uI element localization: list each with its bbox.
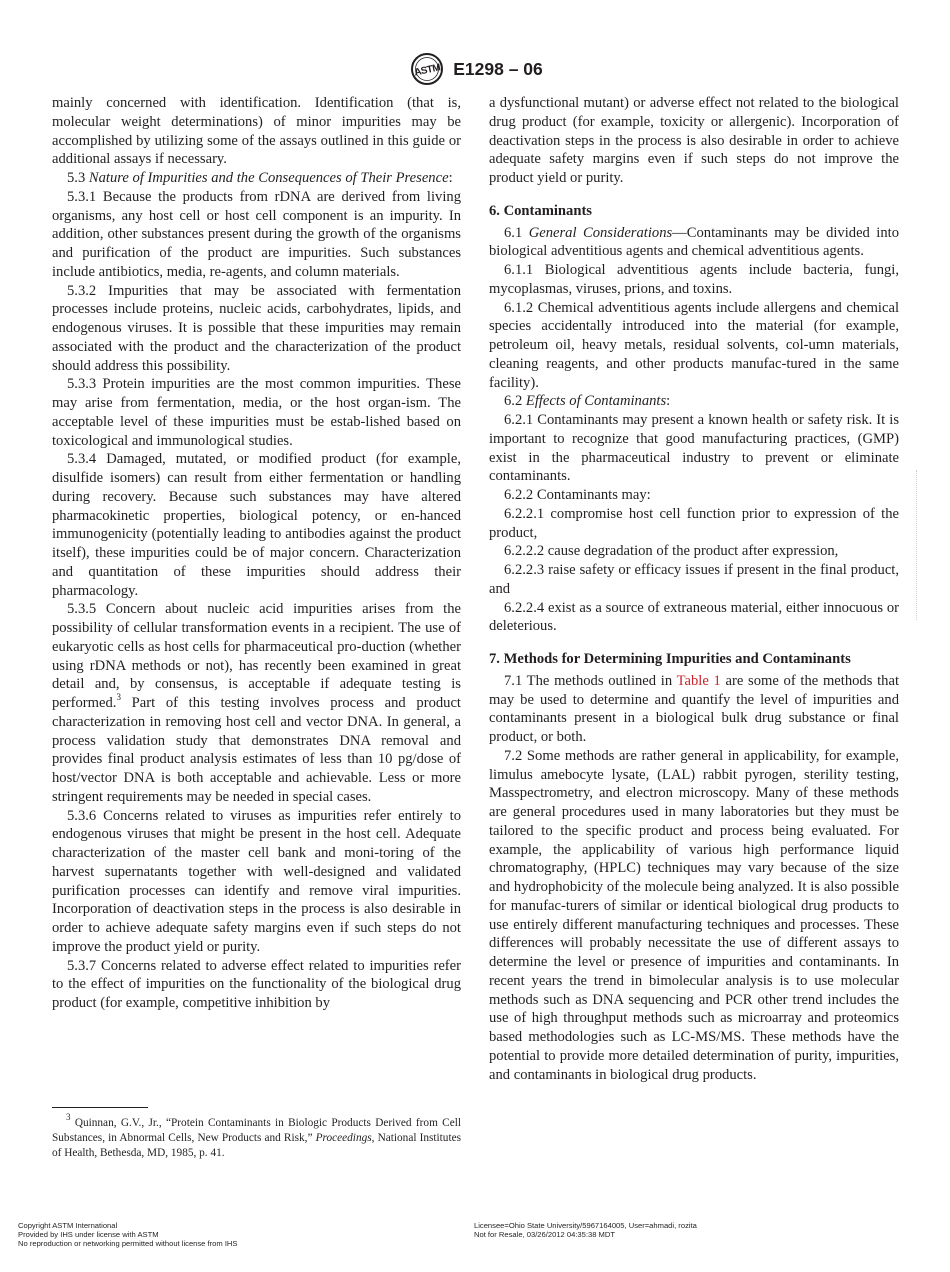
paragraph-5-3-6: 5.3.6 Concerns related to viruses as impurities refer entirely to endogenous viruses that might be present in the host cell. Adequate characterization of the master cell bank and moni-toring of the harvest supernatants together with well-designed and validated purification processes can identify and remove viral impurities. Incorporation of deactivation steps in the process is also desirable in order to achieve adequate safety margins even if such steps do not improve the product yield or purity. (52, 807, 461, 955)
section-5-3-title: Nature of Impurities and the Consequences of Their Presence (88, 170, 449, 186)
paragraph-5-3-5: 5.3.5 Concern about nucleic acid impurities arises from the possibility of cellular transformation events in a recipient. The use of eukaryotic cells as host cells for pharmaceutical pro-duction (whether using rDNA methods or not), has recently been examined in great detail and, by consensus, is acceptable if adequate testing is performed.$^3$ Part of this testing involves process and product characterization in removing host cell and vector DNA. In general, a process validation study that demonstrates DNA removal and provides final product analysis estimates of less than 10 pg/dose of host/vector DNA is both acceptable and achievable. Less or more stringent requirements may be needed in special cases. (52, 601, 461, 805)
paragraph-5-3-3: 5.3.3 Protein impurities are the most common impurities. These may arise from fermentation, media, or the host organ-ism. The acceptable level of these impurities must be estab-lished based on toxicological and immunological studies. (52, 376, 461, 449)
paragraph-6-1-1: 6.1.1 Biological adventitious agents include bacteria, fungi, mycoplasmas, viruses, prions, and toxins. (489, 262, 899, 297)
paragraph-continued-right: a dysfunctional mutant) or adverse effect not related to the biological drug product (for example, toxicity or allergenic). Incorporation of deactivation steps in the process is also desirable in order to achieve adequate safety margins even if such steps do not improve the product yield or purity. (489, 95, 899, 186)
paragraph-6-2-2-2: 6.2.2.2 cause degradation of the product after expression, (504, 543, 839, 560)
footer-license: Licensee=Ohio State University/5967164005, User=ahmadi, rozita Not for Resale, 03/26/2012 04:35:38 MDT (474, 1221, 697, 1240)
table-1-link[interactable]: Table 1 (676, 672, 721, 689)
paragraph-7-1: 7.1 The methods outlined in Table 1 are some of the methods that may be used to determine and quantify the level of impurities and contaminants present in a biological bulk drug substance or final product, or both. (489, 672, 900, 745)
paragraph-5-3-4: 5.3.4 Damaged, mutated, or modified product (for example, disulfide isomers) can result from either fermentation or handling during recovery. Because such substances may have altered pharmacokinetic properties, biological potency, or en-hanced immunogenicity (potentially leading to antibodies against the product itself), these impurities could be of major concern. Characterization and quantitation of these impurities should address their pharmacology. (52, 451, 461, 599)
margin-mark (916, 470, 925, 620)
astm-logo-icon (407, 52, 447, 86)
paragraph-continued: mainly concerned with identification. Identification (that is, molecular weight determinations) of minor impurities may be accomplished by utilizing some of the assays outlined in this guide or additional assays if necessary. (52, 95, 461, 168)
section-7-heading: 7. Methods for Determining Impurities and Contaminants (489, 651, 851, 667)
footnote-number: 3 (66, 1112, 71, 1123)
paragraph-6-1: 6.1 General Considerations—Contaminants may be divided into biological adventitious agents and chemical adventitious agents. (489, 224, 899, 260)
paragraph-6-2-2-4: 6.2.2.4 exist as a source of extraneous material, either innocuous or deleterious. (489, 599, 899, 635)
footnote-divider (52, 1107, 148, 1108)
footnote-3: $^3$ Quinnan, G.V., Jr., “Protein Contaminants in Biologic Products Derived from Cell Substances, in Abnormal Cells, New Products and Risk,” Proceedings, National Institutes of Health, Bethesda, MD, 1985, p. 41. (52, 1112, 462, 1159)
page-header (0, 52, 950, 86)
paragraph-6-2: 6.2 Effects of Contaminants: (504, 393, 671, 410)
paragraph-5-3-2: 5.3.2 Impurities that may be associated with fermentation processes include proteins, nucleic acids, carbohydrates, lipids, and endogenous viruses. It is possible that these impurities may remain associated with the product and the characterization of the product should address this possibility. (52, 282, 461, 374)
svg-text:ASTM: ASTM (413, 62, 442, 79)
right-column (489, 94, 899, 1084)
section-5-3: 5.3 Nature of Impurities and the Consequences of Their Presence: (67, 170, 453, 186)
paragraph-6-2-2-1: 6.2.2.1 compromise host cell function prior to expression of the product, (489, 505, 899, 541)
paragraph-5-3-1: 5.3.1 Because the products from rDNA are derived from living organisms, any host cell or host cell component is an impurity. In addition, other substances present during the growth of the organisms and purification of the product are impurities. Such substances include antibiotics, media, re-agents, and column materials. (52, 188, 461, 280)
paragraph-5-3-7: 5.3.7 Concerns related to adverse effect related to impurities refer to the effect of impurities on the functionality of the biological drug product (for example, competitive inhibition by (52, 957, 461, 1011)
paragraph-6-2-2: 6.2.2 Contaminants may: (504, 487, 651, 503)
left-column (52, 94, 461, 1013)
paragraph-7-2: 7.2 Some methods are rather general in applicability, for example, limulus amebocyte lysate, (LAL) rabbit pyrogen, sterility testing, Masspectrometry, and electron microscopy. Many of these methods are general procedures used in many laboratories but they must be tailored to the specific product and process being evaluated. For example, the applicability of various high performance liquid chromatography, (HPLC) techniques may vary because of the size and hydrophobicity of the molecule being analyzed. It is also possible for manufac-turers of similar or identical biological drug products to use entirely different manufacturing techniques and processes. These differences will probably necessitate the use of different assays to determine the level or presence of impurities and contaminants. In recent years the trend in bimolecular analysis is to use molecular methods such as DNA sequencing and PCR other trend includes the use of high throughput methods such as microarray and proteomics based methodologies such as LC-MS/MS. These methods have the potential to provide more detailed determination of purity, impurities, and contaminants in biological drug products. (489, 747, 899, 1083)
paragraph-6-1-2: 6.1.2 Chemical adventitious agents include allergens and chemical species accidentally introduced into the material (for example, petroleum oil, heavy metals, residual solvents, col-umn materials, cleaning reagents, and other products manufac-tured in the same facility). (489, 299, 899, 391)
paragraph-6-2-2-3: 6.2.2.3 raise safety or efficacy issues if present in the final product, and (489, 562, 899, 597)
paragraph-6-2-1: 6.2.1 Contaminants may present a known health or safety risk. It is important to recognize that good manufacturing practices, (GMP) exist in the pharmaceutical industry to prevent or eliminate contaminants. (489, 412, 899, 485)
footnote-ref-3[interactable]: 3 (116, 692, 121, 703)
section-6-heading: 6. Contaminants (489, 202, 592, 219)
footer-copyright: Copyright ASTM International Provided by IHS under license with ASTM No reproduction or networking permitted without license from IHS (18, 1221, 238, 1249)
standard-designation: E1298 – 06 (453, 58, 543, 79)
